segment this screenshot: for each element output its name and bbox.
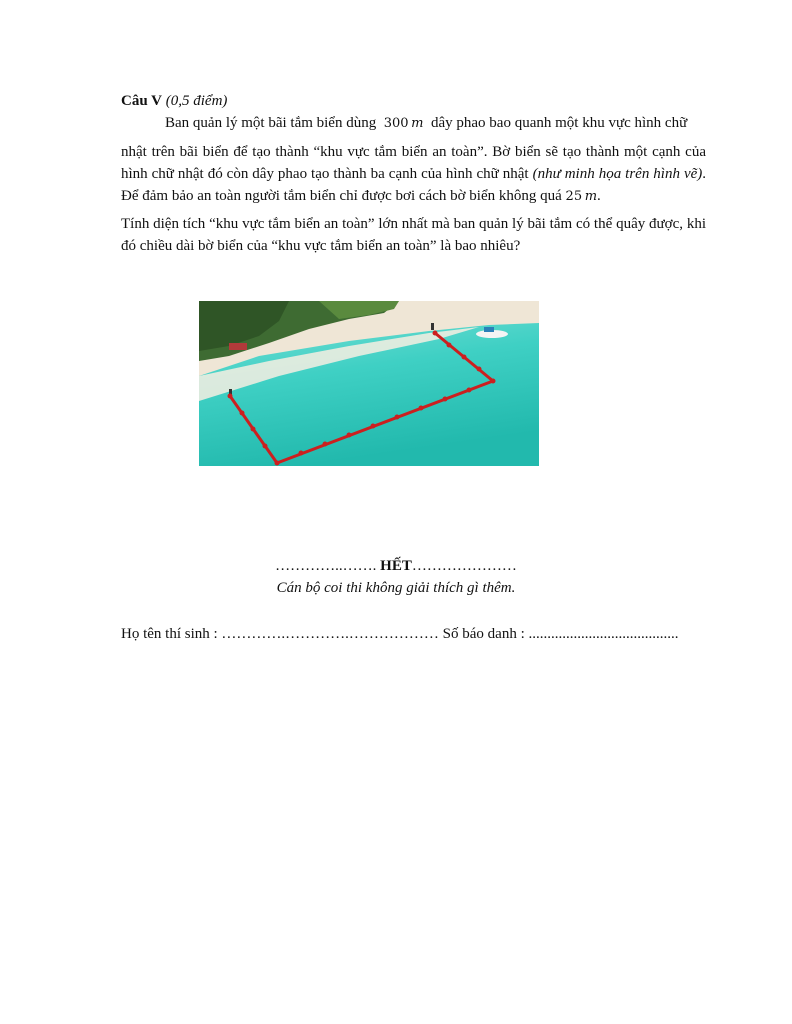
- length-number: 300: [383, 116, 409, 131]
- illustration-note: (như minh họa trên hình vẽ): [532, 166, 703, 182]
- paragraph-first-line: [121, 112, 706, 135]
- buoy: [240, 411, 245, 416]
- buoy: [462, 355, 467, 360]
- buoy: [467, 388, 472, 393]
- dots-right: …………………: [411, 558, 517, 574]
- beach-hut: [229, 343, 247, 350]
- buoy: [395, 415, 400, 420]
- buoy: [447, 343, 452, 348]
- length-value: [384, 116, 424, 131]
- text-segment: nhật trên bãi biển để tạo thành “khu vực tắm biển an toàn”. Bờ biển sẽ tạo thành một cạnh của hình chữ nhật đó còn dây phao tạo thành ba cạnh của hình chữ nhật: [121, 144, 706, 182]
- buoy: [263, 444, 268, 449]
- distance-value: [566, 189, 597, 204]
- beach-illustration: [199, 301, 539, 466]
- buoy: [251, 427, 256, 432]
- buoy: [371, 424, 376, 429]
- proctor-note: Cán bộ coi thi không giải thích gì thêm.: [276, 580, 516, 596]
- candidate-info-line: Họ tên thí sinh : ………….………….……………… Số báo danh : ........................................: [121, 626, 679, 642]
- buoy: [477, 367, 482, 372]
- question-paragraph-1: [121, 112, 706, 208]
- text-segment: . Để đảm bảo an toàn người tắm biển chỉ được bơi cách bờ biển không quá: [121, 166, 707, 204]
- boat-cabin: [484, 327, 494, 332]
- end-marker: [0, 558, 792, 575]
- buoy: [347, 433, 352, 438]
- question-label: Câu V: [121, 93, 162, 109]
- dots-left: …………..…….: [275, 558, 377, 574]
- buoy: [443, 397, 448, 402]
- text-segment: dây phao bao quanh một khu vực hình chữ: [430, 115, 688, 131]
- buoy: [228, 394, 233, 399]
- buoy-marker-top: [431, 323, 434, 330]
- buoy: [323, 442, 328, 447]
- buoy: [275, 461, 280, 466]
- question-points: (0,5 điểm): [165, 93, 228, 109]
- distance-number: 25: [565, 189, 583, 204]
- question-header: [121, 91, 227, 111]
- buoy: [299, 451, 304, 456]
- buoy: [491, 379, 496, 384]
- text-segment: .: [597, 188, 601, 204]
- distance-unit: m: [584, 189, 598, 204]
- length-unit: m: [411, 116, 424, 131]
- text-segment: Ban quản lý một bãi tắm biển dùng: [165, 115, 377, 131]
- beach-photo: [199, 301, 539, 466]
- buoy: [419, 406, 424, 411]
- buoy: [433, 331, 438, 336]
- end-word: HẾT: [380, 558, 412, 574]
- question-paragraph-2: Tính diện tích “khu vực tắm biển an toàn” lớn nhất mà ban quản lý bãi tắm có thể quây được, khi đó chiều dài bờ biển của “khu vực tắm biển an toàn” là bao nhiêu?: [121, 216, 706, 254]
